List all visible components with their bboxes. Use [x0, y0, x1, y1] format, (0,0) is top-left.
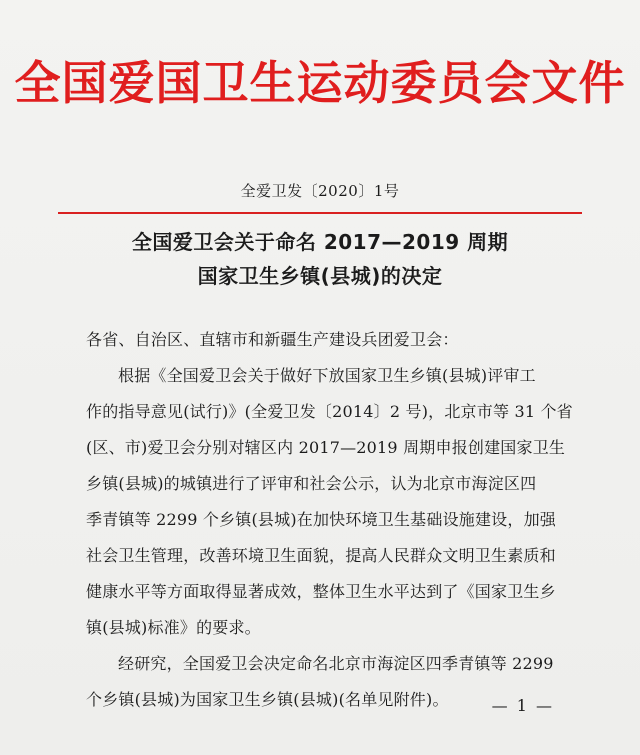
document-subject-line-2: 国家卫生乡镇(县城)的决定	[197, 264, 443, 288]
body-line: 根据《全国爱卫会关于做好下放国家卫生乡镇(县城)评审工	[118, 366, 536, 385]
body-line: 个乡镇(县城)为国家卫生乡镇(县城)(名单见附件)。	[86, 690, 449, 709]
body-line: 社会卫生管理，改善环境卫生面貌，提高人民群众文明卫生素质和	[86, 546, 556, 565]
body-line: 乡镇(县城)的城镇进行了评审和社会公示，认为北京市海淀区四	[86, 474, 537, 493]
document-number: 全爱卫发〔2020〕1号	[240, 182, 400, 200]
body-line: 经研究，全国爱卫会决定命名北京市海淀区四季青镇等 2299	[118, 654, 554, 673]
body-line: 作的指导意见(试行)》(全爱卫发〔2014〕2 号)，北京市等 31 个省	[86, 402, 573, 421]
body-line: 季青镇等 2299 个乡镇(县城)在加快环境卫生基础设施建设，加强	[86, 510, 556, 529]
red-divider	[58, 212, 582, 214]
body-line: 健康水平等方面取得显著成效，整体卫生水平达到了《国家卫生乡	[86, 582, 556, 601]
body-line: (区、市)爱卫会分别对辖区内 2017—2019 周期申报创建国家卫生	[86, 438, 566, 457]
page-number: — 1 —	[491, 696, 554, 715]
document-header-title: 全国爱国卫生运动委员会文件	[14, 56, 626, 110]
document-subject-line-1: 全国爱卫会关于命名 2017—2019 周期	[131, 230, 509, 254]
body-line: 镇(县城)标准》的要求。	[86, 618, 261, 637]
salutation-line: 各省、自治区、直辖市和新疆生产建设兵团爱卫会：	[86, 330, 459, 349]
